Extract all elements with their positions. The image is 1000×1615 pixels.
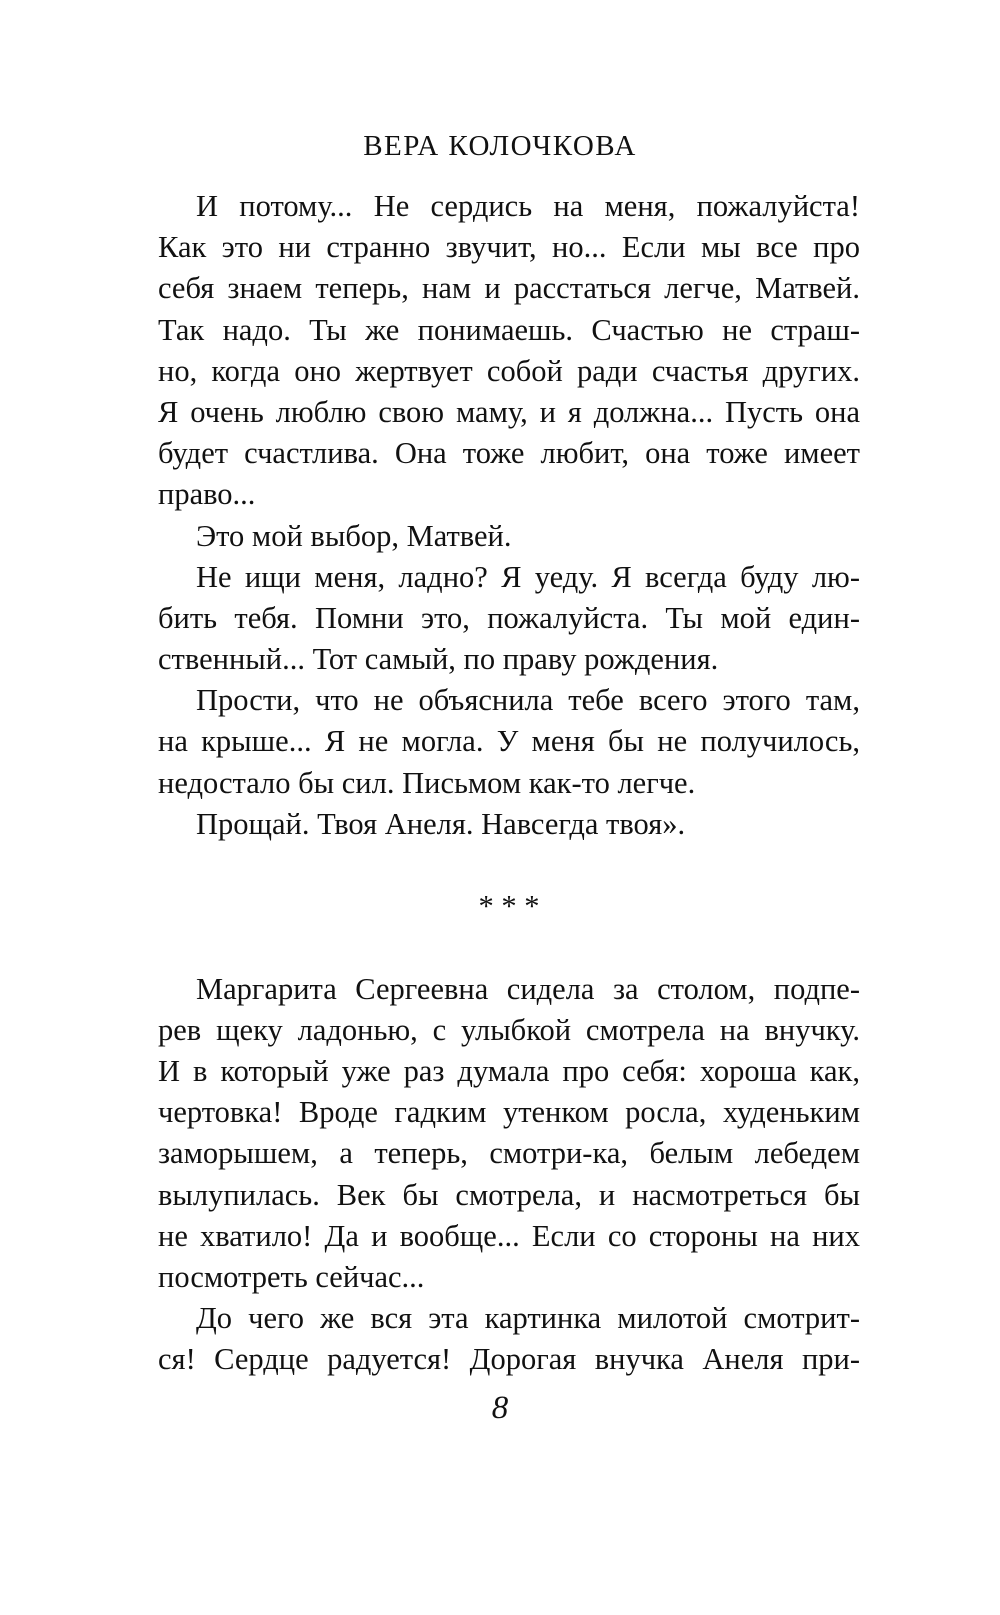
text-line: И в который уже раз думала про себя: хороша как, [158, 1053, 860, 1088]
body-text [158, 186, 860, 1380]
letter-text [158, 186, 860, 845]
text-line: ся! Сердце радуется! Дорогая внучка Анеля при- [158, 1342, 860, 1377]
text-line: Я очень люблю свою маму, и я должна... Пусть она [158, 394, 860, 429]
text-line: Прощай. Твоя Анеля. Навсегда твоя». [196, 806, 686, 841]
text-line: бить тебя. Помни это, пожалуйста. Ты мой един- [158, 600, 860, 635]
text-line: И потому... Не сердись на меня, пожалуйста! [196, 189, 860, 223]
text-line: Как это ни странно звучит, но... Если мы все про [158, 230, 860, 265]
text-line: будет счастлива. Она тоже любит, она тоже имеет [158, 436, 860, 471]
text-line: посмотреть сейчас... [158, 1259, 425, 1294]
text-line: на крыше... Я не могла. У меня бы не получилось, [158, 724, 860, 759]
text-line: вылупилась. Век бы смотрела, и насмотреться бы [158, 1177, 860, 1212]
blank-line [158, 927, 860, 968]
text-line: чертовка! Вроде гадким утенком росла, худеньким [158, 1095, 860, 1130]
running-head-author: ВЕРА КОЛОЧКОВА [363, 130, 637, 162]
text-line: Маргарита Сергеевна сидела за столом, подпе- [196, 971, 860, 1006]
narrative-text [158, 969, 860, 1381]
text-line: не хватило! Да и вообще... Если со стороны на них [158, 1218, 860, 1253]
text-line: но, когда оно жертвует собой ради счастья других. [158, 353, 860, 388]
text-line: недостало бы сил. Письмом как-то легче. [158, 765, 696, 800]
text-line: себя знаем теперь, нам и расстаться легче, Матвей. [158, 271, 860, 306]
blank-line [158, 845, 860, 886]
text-line: ственный... Тот самый, по праву рождения. [158, 642, 719, 677]
text-line: До чего же вся эта картинка милотой смотрит- [196, 1301, 860, 1336]
text-line: Это мой выбор, Матвей. [196, 518, 512, 553]
section-separator: * * * [478, 889, 540, 924]
text-line: Не ищи меня, ладно? Я уеду. Я всегда буду лю- [196, 559, 860, 594]
text-line: Прости, что не объяснила тебе всего этого там, [196, 683, 860, 718]
text-line: право... [158, 477, 256, 512]
text-line: рев щеку ладонью, с улыбкой смотрела на внучку. [158, 1012, 860, 1047]
page-number: 8 [491, 1390, 509, 1426]
text-line: Так надо. Ты же понимаешь. Счастью не страш- [158, 312, 860, 347]
text-line: заморышем, а теперь, смотри-ка, белым лебедем [158, 1136, 860, 1171]
